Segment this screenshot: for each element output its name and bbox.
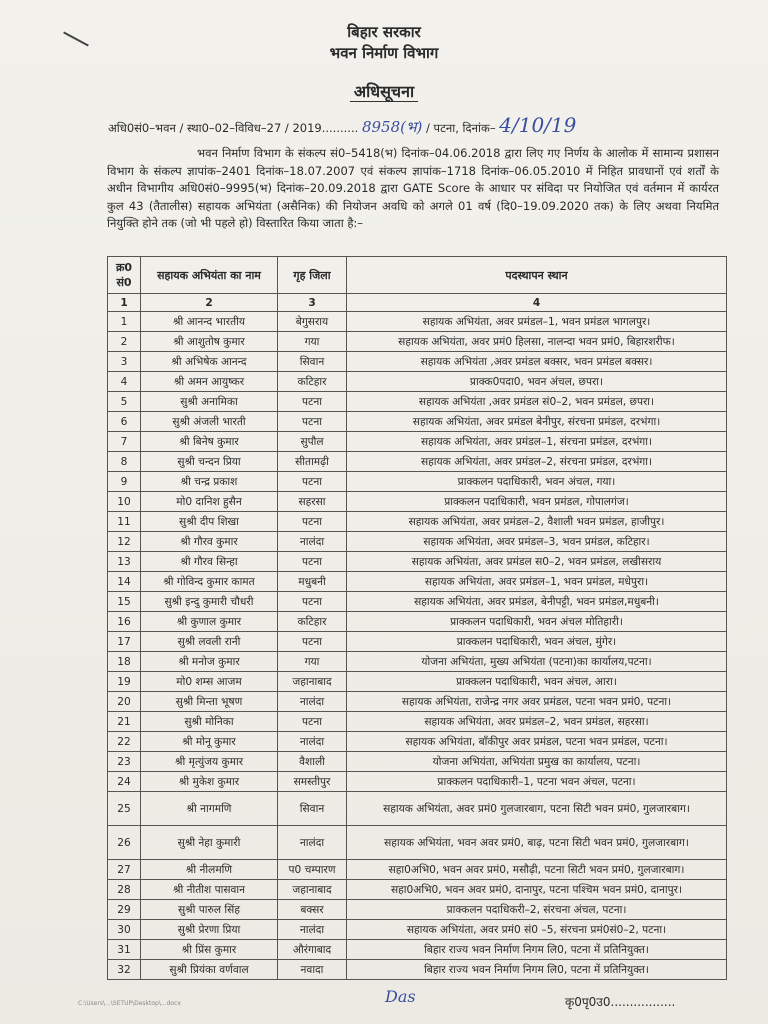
table-row: [108, 940, 727, 960]
posting-cell: प्राक्कलन पदाधिकारी, भवन अंचल मोतिहारी।: [347, 612, 727, 632]
posting-cell: प्राक्क0पदा0, भवन अंचल, छपरा।: [347, 372, 727, 392]
table-row: [108, 652, 727, 672]
serial-cell: 26: [108, 826, 141, 860]
serial-cell: 16: [108, 612, 141, 632]
district-cell: पटना: [278, 512, 347, 532]
serial-cell: 19: [108, 672, 141, 692]
table-row: [108, 592, 727, 612]
district-cell: पटना: [278, 392, 347, 412]
name-cell: सुश्री चन्दन प्रिया: [141, 452, 278, 472]
serial-cell: 12: [108, 532, 141, 552]
serial-cell: 29: [108, 900, 141, 920]
reference-suffix: / पटना, दिनांक–: [426, 121, 496, 135]
posting-cell: सहायक अभियंता ,अवर प्रमंडल सं0–2, भवन प्रमंडल, छपरा।: [347, 392, 727, 412]
table-row: [108, 532, 727, 552]
name-cell: सुश्री नेहा कुमारी: [141, 826, 278, 860]
name-cell: श्री कुणाल कुमार: [141, 612, 278, 632]
table-row: [108, 512, 727, 532]
district-cell: सिवान: [278, 352, 347, 372]
serial-cell: 8: [108, 452, 141, 472]
reference-line: [108, 113, 728, 137]
name-cell: सुश्री पारुल सिंह: [141, 900, 278, 920]
name-cell: सुश्री अनामिका: [141, 392, 278, 412]
district-cell: सहरसा: [278, 492, 347, 512]
table-row: [108, 432, 727, 452]
engineer-table: [107, 256, 727, 980]
posting-cell: सहायक अभियंता, अवर प्रमंडल–2, संरचना प्रमंडल, दरभंगा।: [347, 452, 727, 472]
government-name: बिहार सरकार: [347, 23, 421, 41]
district-cell: नवादा: [278, 960, 347, 980]
table-header-row: [108, 257, 727, 294]
posting-cell: सहायक अभियंता, अवर प्रमंडल–2, वैशाली भवन प्रमंडल, हाजीपुर।: [347, 512, 727, 532]
table-row: [108, 732, 727, 752]
table-row: [108, 472, 727, 492]
district-cell: नालंदा: [278, 732, 347, 752]
district-cell: औरंगाबाद: [278, 940, 347, 960]
serial-cell: 3: [108, 352, 141, 372]
district-cell: नालंदा: [278, 692, 347, 712]
serial-cell: 25: [108, 792, 141, 826]
notification-title: [0, 80, 768, 102]
table-row: [108, 860, 727, 880]
serial-cell: 18: [108, 652, 141, 672]
serial-cell: 7: [108, 432, 141, 452]
posting-cell: सहायक अभियंता, भवन अवर प्रमं0, बाढ़, पटना सिटी भवन प्रमं0, गुलजारबाग।: [347, 826, 727, 860]
posting-cell: सहायक अभियंता, अवर प्रमंडल–1, संरचना प्रमंडल, दरभंगा।: [347, 432, 727, 452]
posting-cell: सहायक अभियंता, अवर प्रमंडल–2, भवन प्रमंडल, सहरसा।: [347, 712, 727, 732]
district-cell: पटना: [278, 712, 347, 732]
district-cell: मधुबनी: [278, 572, 347, 592]
handwritten-number: 8958(भ): [361, 118, 423, 136]
serial-cell: 27: [108, 860, 141, 880]
signature: Das: [385, 987, 416, 1006]
table-row: [108, 792, 727, 826]
header-name: सहायक अभियंता का नाम: [141, 257, 278, 294]
posting-cell: बिहार राज्य भवन निर्माण निगम लि0, पटना में प्रतिनियुक्त।: [347, 960, 727, 980]
serial-cell: 20: [108, 692, 141, 712]
serial-cell: 21: [108, 712, 141, 732]
name-cell: मो0 दानिश हुसैन: [141, 492, 278, 512]
table-row: [108, 632, 727, 652]
table-row: [108, 920, 727, 940]
handwritten-date: 4/10/19: [499, 113, 577, 137]
posting-cell: सहायक अभियंता, अवर प्रमं0 हिलसा, नालन्दा भवन प्रमं0, बिहारशरीफ।: [347, 332, 727, 352]
serial-cell: 28: [108, 880, 141, 900]
posting-cell: सहा0अभि0, भवन अवर प्रमं0, मसौढ़ी, पटना सिटी भवन प्रमं0, गुलजारबाग।: [347, 860, 727, 880]
district-cell: सिवान: [278, 792, 347, 826]
posting-cell: प्राक्कलन पदाधिकारी, भवन अंचल, आरा।: [347, 672, 727, 692]
posting-cell: सहायक अभियंता, अवर प्रमंडल, बेनीपट्टी, भवन प्रमंडल,मधुबनी।: [347, 592, 727, 612]
name-cell: सुश्री मिन्ता भूषण: [141, 692, 278, 712]
serial-cell: 11: [108, 512, 141, 532]
name-cell: श्री मोनू कुमार: [141, 732, 278, 752]
table-row: [108, 492, 727, 512]
posting-cell: प्राक्कलन पदाधिकारी, भवन अंचल, मुंगेर।: [347, 632, 727, 652]
name-cell: श्री गौरव कुमार: [141, 532, 278, 552]
serial-cell: 24: [108, 772, 141, 792]
serial-cell: 6: [108, 412, 141, 432]
department-name: भवन निर्माण विभाग: [329, 44, 439, 62]
name-cell: श्री नीलमणि: [141, 860, 278, 880]
posting-cell: सहायक अभियंता, अवर प्रमंडल बेनीपुर, संरचना प्रमंडल, दरभंगा।: [347, 412, 727, 432]
posting-cell: सहा0अभि0, भवन अवर प्रमं0, दानापुर, पटना पश्चिम भवन प्रमं0, दानापुर।: [347, 880, 727, 900]
serial-cell: 17: [108, 632, 141, 652]
district-cell: नालंदा: [278, 532, 347, 552]
district-cell: कटिहार: [278, 372, 347, 392]
notification-body: भवन निर्माण विभाग के संकल्प सं0–5418(भ) दिनांक–04.06.2018 द्वारा लिए गए निर्णय के आलोक में सामान्य प्रशासन विभाग के संकल्प ज्ञापांक–2401 दिनांक–18.07.2007 एवं संकल्प ज्ञापांक–1718 दिनांक–06.05.2010 में निहित प्रावधानों एवं शर्तों के अधीन विभागीय अधि0सं0–9995(भ) दिनांक–20.09.2018 द्वारा GATE Score के आधार पर संविदा पर नियोजित एवं वर्तमान में कार्यरत कुल 43 (तैतालीस) सहायक अभियंता (असैनिक) की नियोजन अवधि को अगले 01 वर्ष (दि0–19.09.2020 तक) के लिए अथवा नियमित नियुक्ति होने तक (जो भी पहले हो) विस्तारित किया जाता है:–: [107, 146, 719, 230]
posting-cell: सहायक अभियंता, बाँकीपुर अवर प्रमंडल, पटना भवन प्रमंडल, पटना।: [347, 732, 727, 752]
district-cell: पटना: [278, 592, 347, 612]
index-cell: 3: [278, 294, 347, 312]
name-cell: श्री मृत्युंजय कुमार: [141, 752, 278, 772]
district-cell: पटना: [278, 552, 347, 572]
posting-cell: सहायक अभियंता, अवर प्रमंडल–1, भवन प्रमंडल भागलपुर।: [347, 312, 727, 332]
name-cell: सुश्री अंजली भारती: [141, 412, 278, 432]
index-cell: 1: [108, 294, 141, 312]
district-cell: गया: [278, 332, 347, 352]
table-row: [108, 826, 727, 860]
header-serial: क्र0 सं0: [108, 257, 141, 294]
posting-cell: सहायक अभियंता, अवर प्रमंडल–3, भवन प्रमंडल, कटिहार।: [347, 532, 727, 552]
file-path: C:\Users\...\SETUP\Desktop\...docx: [78, 1000, 181, 1007]
district-cell: बक्सर: [278, 900, 347, 920]
table-row: [108, 452, 727, 472]
table-row: [108, 552, 727, 572]
district-cell: सुपौल: [278, 432, 347, 452]
table-row: [108, 880, 727, 900]
name-cell: श्री प्रिंस कुमार: [141, 940, 278, 960]
serial-cell: 32: [108, 960, 141, 980]
serial-cell: 14: [108, 572, 141, 592]
district-cell: समस्तीपुर: [278, 772, 347, 792]
name-cell: सुश्री दीप शिखा: [141, 512, 278, 532]
district-cell: जहानाबाद: [278, 672, 347, 692]
name-cell: श्री चन्द्र प्रकाश: [141, 472, 278, 492]
district-cell: बेगुसराय: [278, 312, 347, 332]
serial-cell: 5: [108, 392, 141, 412]
table-row: [108, 352, 727, 372]
serial-cell: 2: [108, 332, 141, 352]
notification-title-text: अधिसूचना: [350, 82, 418, 102]
name-cell: श्री मुकेश कुमार: [141, 772, 278, 792]
serial-cell: 1: [108, 312, 141, 332]
table-row: [108, 712, 727, 732]
name-cell: सुश्री प्रेरणा प्रिया: [141, 920, 278, 940]
serial-cell: 31: [108, 940, 141, 960]
name-cell: श्री गोविन्द कुमार कामत: [141, 572, 278, 592]
name-cell: सुश्री लवली रानी: [141, 632, 278, 652]
district-cell: कटिहार: [278, 612, 347, 632]
name-cell: श्री अमन आयुष्कर: [141, 372, 278, 392]
table-row: [108, 900, 727, 920]
table-row: [108, 772, 727, 792]
name-cell: श्री अभिषेक आनन्द: [141, 352, 278, 372]
table-row: [108, 612, 727, 632]
posting-cell: प्राक्कलन पदाधिकारी–1, पटना भवन अंचल, पटना।: [347, 772, 727, 792]
district-cell: नालंदा: [278, 826, 347, 860]
name-cell: श्री बिनेष कुमार: [141, 432, 278, 452]
serial-cell: 22: [108, 732, 141, 752]
posting-cell: योजना अभियंता, अभियंता प्रमुख का कार्यालय, पटना।: [347, 752, 727, 772]
posting-cell: सहायक अभियंता, अवर प्रमं0 सं0 –5, संरचना प्रमं0सं0–2, पटना।: [347, 920, 727, 940]
serial-cell: 30: [108, 920, 141, 940]
name-cell: सुश्री मोनिका: [141, 712, 278, 732]
name-cell: श्री आनन्द भारतीय: [141, 312, 278, 332]
posting-cell: प्राक्कलन पदाधिकारी, भवन अंचल, गया।: [347, 472, 727, 492]
district-cell: पटना: [278, 472, 347, 492]
district-cell: पटना: [278, 412, 347, 432]
header-posting: पदस्थापन स्थान: [347, 257, 727, 294]
serial-cell: 13: [108, 552, 141, 572]
continued-marker: कृ0पृ0उ0.................: [565, 995, 676, 1009]
table-row: [108, 372, 727, 392]
reference-prefix: अधि0सं0–भवन / स्था0–02–विविध–27 / 2019..........: [108, 121, 359, 135]
name-cell: श्री मनोज कुमार: [141, 652, 278, 672]
name-cell: श्री गौरव सिन्हा: [141, 552, 278, 572]
name-cell: श्री नीतीश पासवान: [141, 880, 278, 900]
header-district: गृह जिला: [278, 257, 347, 294]
district-cell: गया: [278, 652, 347, 672]
table-row: [108, 672, 727, 692]
index-cell: 2: [141, 294, 278, 312]
table-row: [108, 392, 727, 412]
district-cell: जहानाबाद: [278, 880, 347, 900]
table-row: [108, 960, 727, 980]
name-cell: सुश्री इन्दु कुमारी चौधरी: [141, 592, 278, 612]
table-row: [108, 752, 727, 772]
column-index-row: [108, 294, 727, 312]
table-row: [108, 312, 727, 332]
serial-cell: 10: [108, 492, 141, 512]
posting-cell: सहायक अभियंता ,अवर प्रमंडल बक्सर, भवन प्रमंडल बक्सर।: [347, 352, 727, 372]
table-row: [108, 332, 727, 352]
letterhead: [0, 22, 768, 64]
posting-cell: सहायक अभियंता, अवर प्रमंडल–1, भवन प्रमंडल, मधेपुरा।: [347, 572, 727, 592]
name-cell: श्री नागमणि: [141, 792, 278, 826]
posting-cell: सहायक अभियंता, अवर प्रमंडल स0–2, भवन प्रमंडल, लखीसराय: [347, 552, 727, 572]
name-cell: मो0 शम्स आजम: [141, 672, 278, 692]
district-cell: सीतामढ़ी: [278, 452, 347, 472]
posting-cell: सहायक अभियंता, अवर प्रमं0 गुलजारबाग, पटना सिटी भवन प्रमं0, गुलजारबाग।: [347, 792, 727, 826]
table-row: [108, 692, 727, 712]
serial-cell: 23: [108, 752, 141, 772]
posting-cell: प्राक्कलन पदाधिकरी–2, संरचना अंचल, पटना।: [347, 900, 727, 920]
table-row: [108, 572, 727, 592]
district-cell: नालंदा: [278, 920, 347, 940]
name-cell: श्री आशुतोष कुमार: [141, 332, 278, 352]
index-cell: 4: [347, 294, 727, 312]
table-row: [108, 412, 727, 432]
district-cell: प0 चम्पारण: [278, 860, 347, 880]
serial-cell: 15: [108, 592, 141, 612]
posting-cell: योजना अभियंता, मुख्य अभियंता (पटना)का कार्यालय,पटना।: [347, 652, 727, 672]
posting-cell: बिहार राज्य भवन निर्माण निगम लि0, पटना में प्रतिनियुक्त।: [347, 940, 727, 960]
posting-cell: प्राक्कलन पदाधिकारी, भवन प्रमंडल, गोपालगंज।: [347, 492, 727, 512]
serial-cell: 9: [108, 472, 141, 492]
posting-cell: सहायक अभियंता, राजेन्द्र नगर अवर प्रमंडल, पटना भवन प्रमं0, पटना।: [347, 692, 727, 712]
district-cell: वैशाली: [278, 752, 347, 772]
district-cell: पटना: [278, 632, 347, 652]
serial-cell: 4: [108, 372, 141, 392]
name-cell: सुश्री प्रियंका वर्णवाल: [141, 960, 278, 980]
